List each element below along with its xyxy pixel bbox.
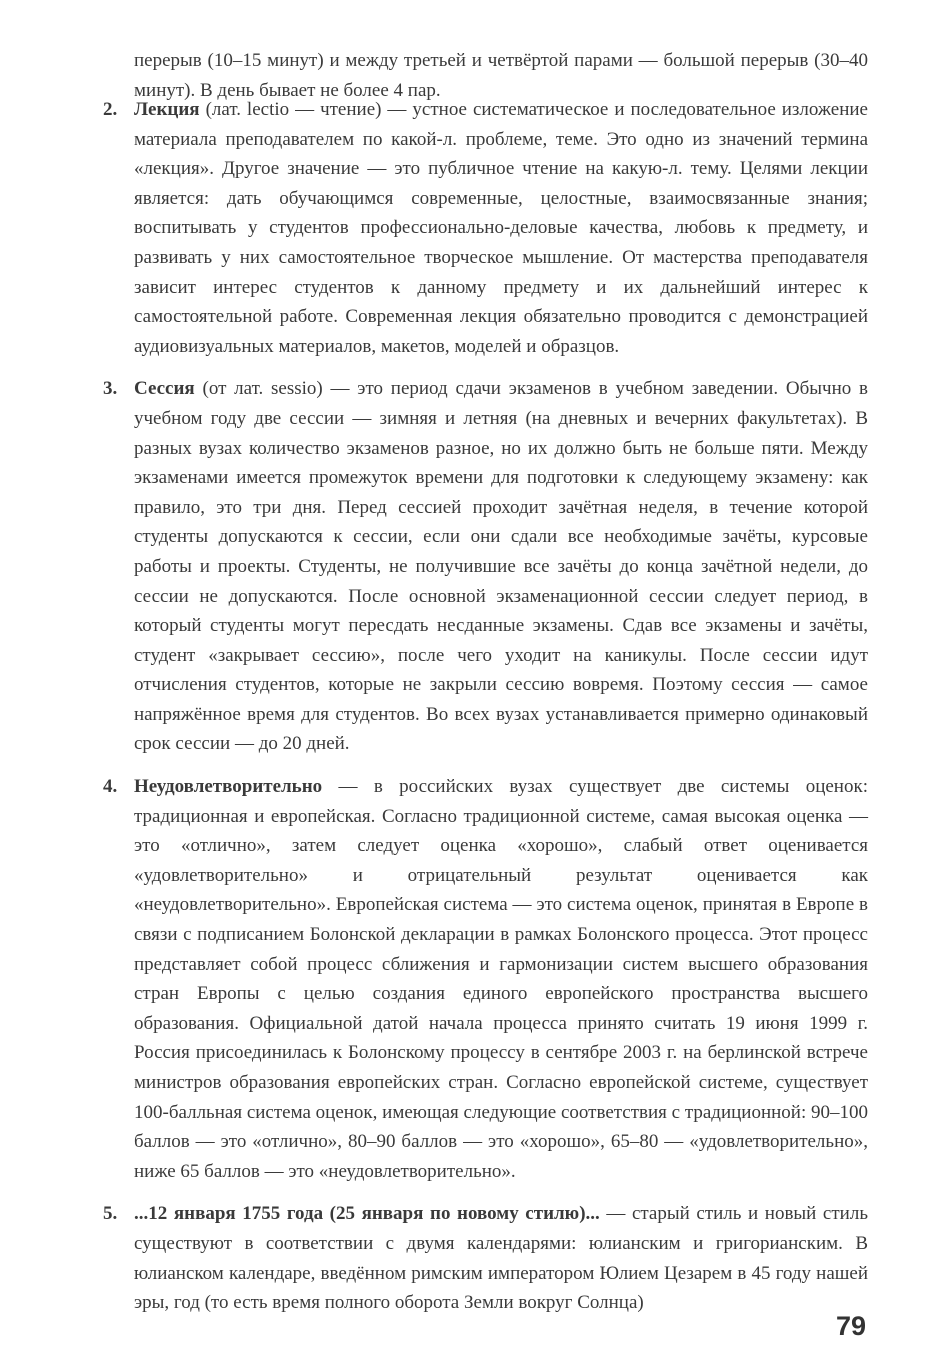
entry-number: 5. (103, 1203, 118, 1225)
continuation-paragraph: перерыв (10–15 минут) и между третьей и четвёртой парами — большой перерыв (30–40 минут). В день бывает не более 4 пар. (134, 50, 868, 101)
entry-text: (лат. lectio — чтение) — устное систематическое и последовательное изложение материала преподавателем по какой-л. проблеме, теме. Это одно из значений термина «лекция». Другое значение — это публичное чтение на какую-л. тему. Целями лекции является: дать обучающимся современные, целостные, взаимосвязанные знания; воспитывать у студентов профессионально-деловые качества, любовь к предмету, и развивать у них самостоятельное творческое мышление. От мастерства преподавателя зависит интерес студентов к данному предмету и их дальнейший интерес к самостоятельной работе. Современная лекция обязательно проводится с демонстрацией аудиовизуальных материалов, макетов, моделей и образцов. (134, 99, 868, 357)
numbered-entries-list (103, 95, 869, 1331)
entry-number: 3. (103, 378, 118, 400)
entry-unsatisfactory (103, 772, 869, 1186)
entry-number: 4. (103, 776, 118, 798)
entry-text: (от лат. sessio) — это период сдачи экзаменов в учебном заведении. Обычно в учебном году две сессии — зимняя и летняя (на дневных и вечерних факультетах). В разных вузах количество экзаменов разное, но их должно быть не больше пяти. Между экзаменами имеется промежуток времени для подготовки к следующему экзамену: как правило, это три дня. Перед сессией проходит зачётная неделя, в течение которой студенты допускаются к сессии, если они сдали все необходимые зачёты, курсовые работы и проекты. Студенты, не получившие все зачёты до конца зачётной недели, до сессии не допускаются. После основной экзаменационной сессии следует период, в который студенты могут пересдать несданные экзамены. Сдав все экзамены и зачёты, студент «закрывает сессию», после чего уходит на каникулы. После сессии идут отчисления студентов, которые не закрыли сессию вовремя. Поэтому сессия — самое напряжённое время для студентов. Во всех вузах устанавливается примерно одинаковый срок сессии — до 20 дней. (134, 378, 868, 755)
entry-term: ...12 января 1755 года (25 января по новому стилю)... (134, 1203, 600, 1225)
entry-lecture (103, 95, 868, 361)
entry-calendar-dates (103, 1199, 868, 1317)
entry-number: 2. (103, 99, 118, 120)
entry-text: — в российских вузах существует две системы оценок: традиционная и европейская. Согласно традиционной системе, самая высокая оценка — это «отлично», затем следует оценка «хорошо», слабый ответ оценивается «удовлетворительно» и отрицательный результат оценивается как «неудовлетворительно». Европейская система — это система оценок, принятая в Европе в связи с подписанием Болонской декларации в рамках Болонского процесса. Этот процесс представляет собой процесс сближения и гармонизации систем высшего образования стран Европы с целью создания единого европейского пространства высшего образования. Официальной датой начала процесса принято считать 19 июня 1999 г. Россия присоединилась к Болонскому процессу в сентябре 2003 г. на берлинской встрече министров образования европейских стран. Согласно европейской системе, существует 100-балльная система оценок, имеющая следующие соответствия с традиционной: 90–100 баллов — это «отлично», 80–90 баллов — это «хорошо», 65–80 — «удовлетворительно», ниже 65 баллов — это «неудовлетворительно». (134, 776, 869, 1182)
entry-term: Лекция (134, 99, 200, 120)
entry-term: Сессия (134, 378, 195, 400)
page-number: 79 (835, 1311, 866, 1341)
entry-session (103, 374, 868, 759)
entry-text: — старый стиль и новый стиль существуют в соответствии с двумя календарями: юлианским и григорианским. В юлианском календаре, введённом римским императором Юлием Цезарем в 45 году нашей эры, год (то есть время полного оборота Земли вокруг Солнца) (134, 1203, 868, 1314)
entry-term: Неудовлетворительно (134, 776, 323, 798)
